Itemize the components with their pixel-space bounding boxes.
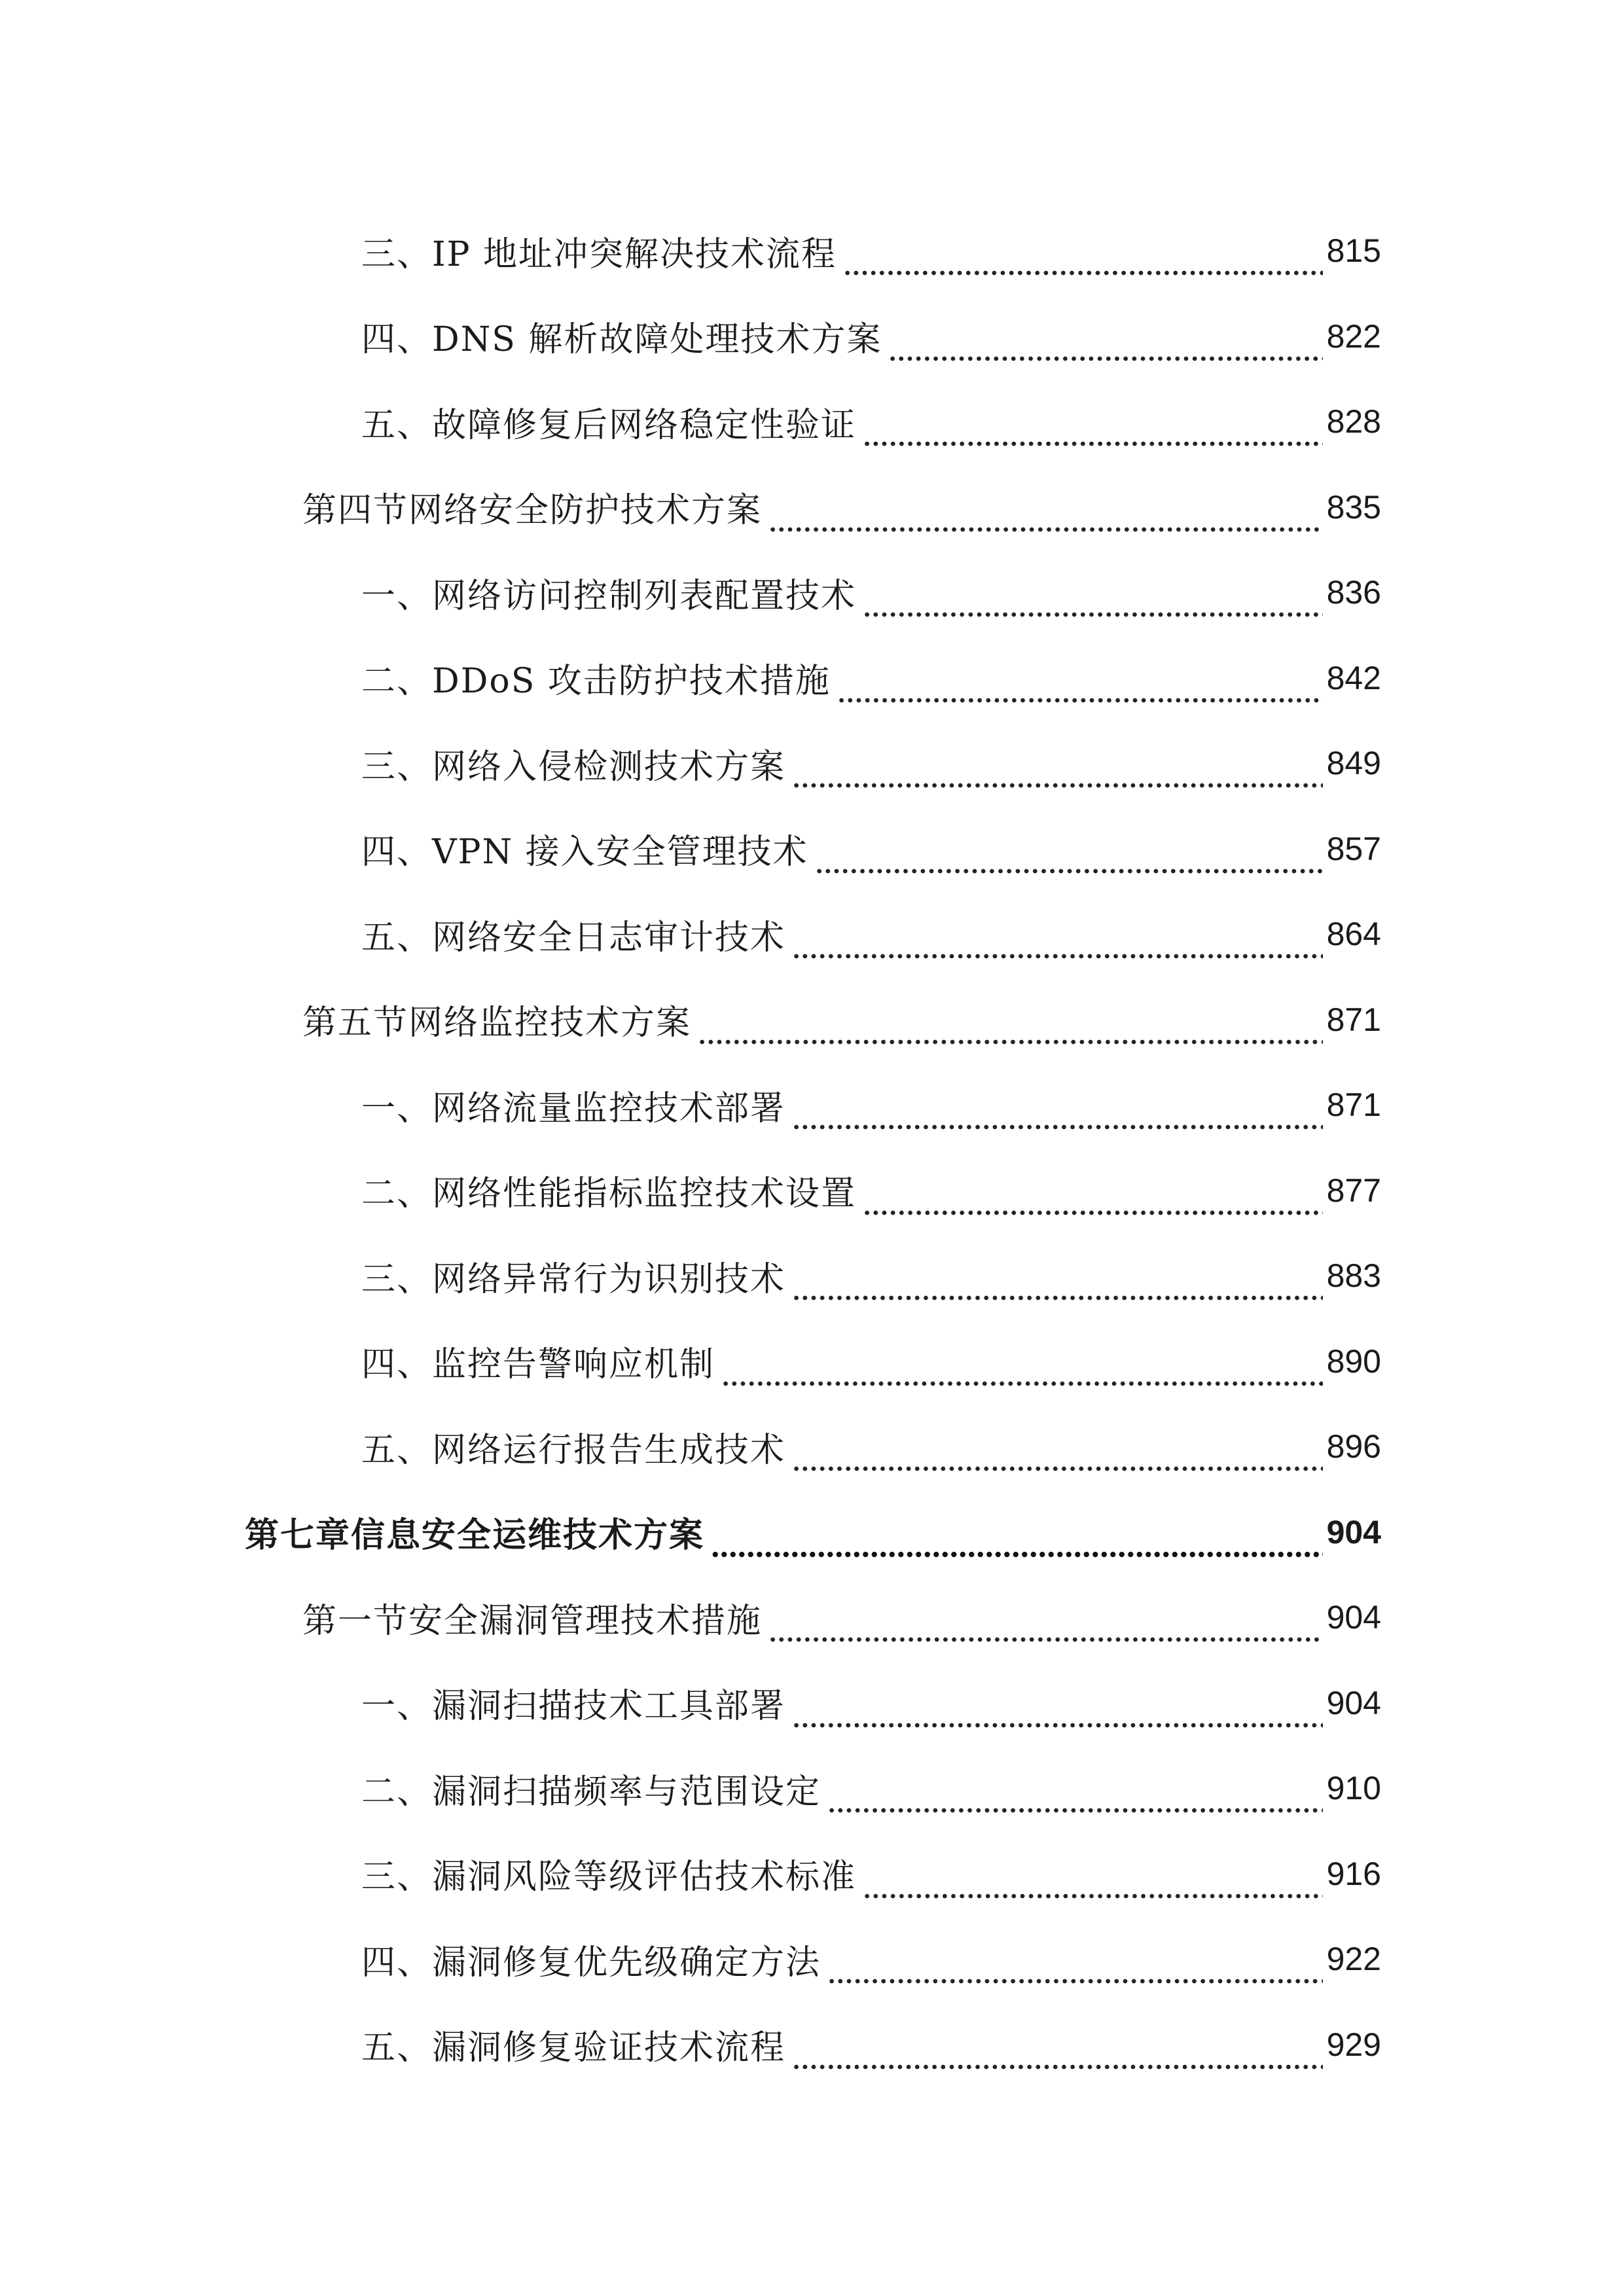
toc-entry[interactable]: [0, 1148, 1624, 1234]
toc-entry[interactable]: [0, 1916, 1624, 2002]
toc-entry-title: 第四节网络安全防护技术方案: [302, 491, 763, 531]
toc-entry-title: 四、漏洞修复优先级确定方法: [361, 1943, 821, 1982]
toc-entry[interactable]: [0, 2002, 1624, 2088]
toc-section-entry[interactable]: [0, 1575, 1624, 1660]
toc-dot-leader: [792, 755, 1323, 789]
toc-page-number: 910: [1326, 1770, 1381, 1807]
toc-dot-leader: [792, 1268, 1323, 1302]
toc-entry[interactable]: [0, 1746, 1624, 1831]
toc-dot-leader: [863, 1866, 1323, 1900]
toc-entry-title: 一、漏洞扫描技术工具部署: [361, 1687, 786, 1727]
toc-section-entry[interactable]: [0, 465, 1624, 550]
toc-page-number: 877: [1326, 1172, 1381, 1209]
toc-entry[interactable]: [0, 806, 1624, 892]
toc-entry-title: 二、DDoS 攻击防护技术措施: [361, 662, 831, 702]
toc-page-number: 836: [1326, 574, 1381, 611]
toc-entry-title: 三、网络异常行为识别技术: [361, 1259, 786, 1299]
toc-page-number: 883: [1326, 1257, 1381, 1295]
toc-page-number: 871: [1326, 1001, 1381, 1038]
toc-entry[interactable]: [0, 1319, 1624, 1405]
toc-entry-title: 三、漏洞风险等级评估技术标准: [361, 1857, 857, 1897]
toc-entry-title: 二、网络性能指标监控技术设置: [361, 1174, 857, 1214]
toc-dot-leader: [863, 584, 1323, 619]
toc-page-number: 916: [1326, 1855, 1381, 1892]
toc-page-number: 857: [1326, 830, 1381, 867]
toc-page-number: 849: [1326, 745, 1381, 782]
toc-page-number: 835: [1326, 488, 1381, 526]
toc-chapter-entry[interactable]: [0, 1490, 1624, 1575]
toc-page-number: 828: [1326, 403, 1381, 440]
toc-entry[interactable]: [0, 208, 1624, 294]
toc-dot-leader: [768, 1609, 1323, 1643]
toc-dot-leader: [792, 1695, 1323, 1729]
toc-page-number: 904: [1326, 1684, 1381, 1721]
toc-dot-leader: [792, 1439, 1323, 1473]
toc-entry[interactable]: [0, 891, 1624, 977]
toc-page-number: 929: [1326, 2026, 1381, 2063]
toc-page-number: 815: [1326, 232, 1381, 270]
toc-dot-leader: [863, 414, 1323, 448]
toc-entry-title: 三、IP 地址冲突解决技术流程: [361, 234, 837, 274]
toc-entry-title: 三、网络入侵检测技术方案: [361, 747, 786, 787]
toc-dot-leader: [837, 670, 1323, 704]
toc-entry-title: 一、网络流量监控技术部署: [361, 1088, 786, 1128]
toc-page-number: 871: [1326, 1086, 1381, 1124]
toc-entry-title: 二、漏洞扫描频率与范围设定: [361, 1772, 821, 1812]
toc-entry-title: 四、监控告警响应机制: [361, 1345, 715, 1385]
toc-page-number: 890: [1326, 1342, 1381, 1380]
toc-page-number: 922: [1326, 1941, 1381, 1978]
toc-dot-leader: [815, 841, 1323, 875]
toc-entry[interactable]: [0, 294, 1624, 380]
toc-page-number: 896: [1326, 1428, 1381, 1465]
toc-entry-title: 一、网络访问控制列表配置技术: [361, 576, 857, 616]
toc-section-entry[interactable]: [0, 977, 1624, 1063]
toc-page-number: 822: [1326, 317, 1381, 355]
toc-entry[interactable]: [0, 1233, 1624, 1319]
toc-entry-title: 五、故障修复后网络稳定性验证: [361, 405, 857, 445]
toc-entry[interactable]: [0, 1062, 1624, 1148]
toc-entry-title: 第一节安全漏洞管理技术措施: [302, 1601, 763, 1641]
toc-dot-leader: [863, 1183, 1323, 1217]
toc-entry[interactable]: [0, 636, 1624, 721]
table-of-contents: [0, 208, 1624, 2087]
toc-entry[interactable]: [0, 550, 1624, 636]
toc-entry[interactable]: [0, 1831, 1624, 1917]
toc-dot-leader: [721, 1354, 1323, 1388]
toc-entry[interactable]: [0, 1404, 1624, 1490]
toc-page-number: 842: [1326, 659, 1381, 696]
toc-dot-leader: [792, 1097, 1323, 1131]
toc-dot-leader: [827, 1951, 1323, 1985]
toc-dot-leader: [843, 243, 1323, 277]
toc-dot-leader: [698, 1012, 1323, 1046]
toc-dot-leader: [792, 926, 1323, 960]
toc-entry[interactable]: [0, 1660, 1624, 1746]
toc-entry-title: 五、漏洞修复验证技术流程: [361, 2028, 786, 2068]
toc-entry-title: 五、网络安全日志审计技术: [361, 918, 786, 958]
toc-dot-leader: [792, 2037, 1323, 2071]
toc-entry-title: 第七章信息安全运维技术方案: [245, 1515, 705, 1556]
toc-page-number: 904: [1326, 1513, 1381, 1551]
toc-entry-title: 五、网络运行报告生成技术: [361, 1430, 786, 1470]
toc-dot-leader: [888, 329, 1322, 363]
toc-entry-title: 四、VPN 接入安全管理技术: [361, 833, 808, 872]
toc-entry[interactable]: [0, 379, 1624, 465]
toc-page-number: 864: [1326, 916, 1381, 953]
toc-entry-title: 四、DNS 解析故障处理技术方案: [361, 320, 882, 360]
toc-page-number: 904: [1326, 1599, 1381, 1636]
toc-dot-leader: [827, 1780, 1323, 1814]
toc-entry-title: 第五节网络监控技术方案: [302, 1003, 692, 1043]
toc-dot-leader: [768, 499, 1323, 533]
toc-dot-leader: [711, 1524, 1323, 1558]
toc-entry[interactable]: [0, 721, 1624, 806]
